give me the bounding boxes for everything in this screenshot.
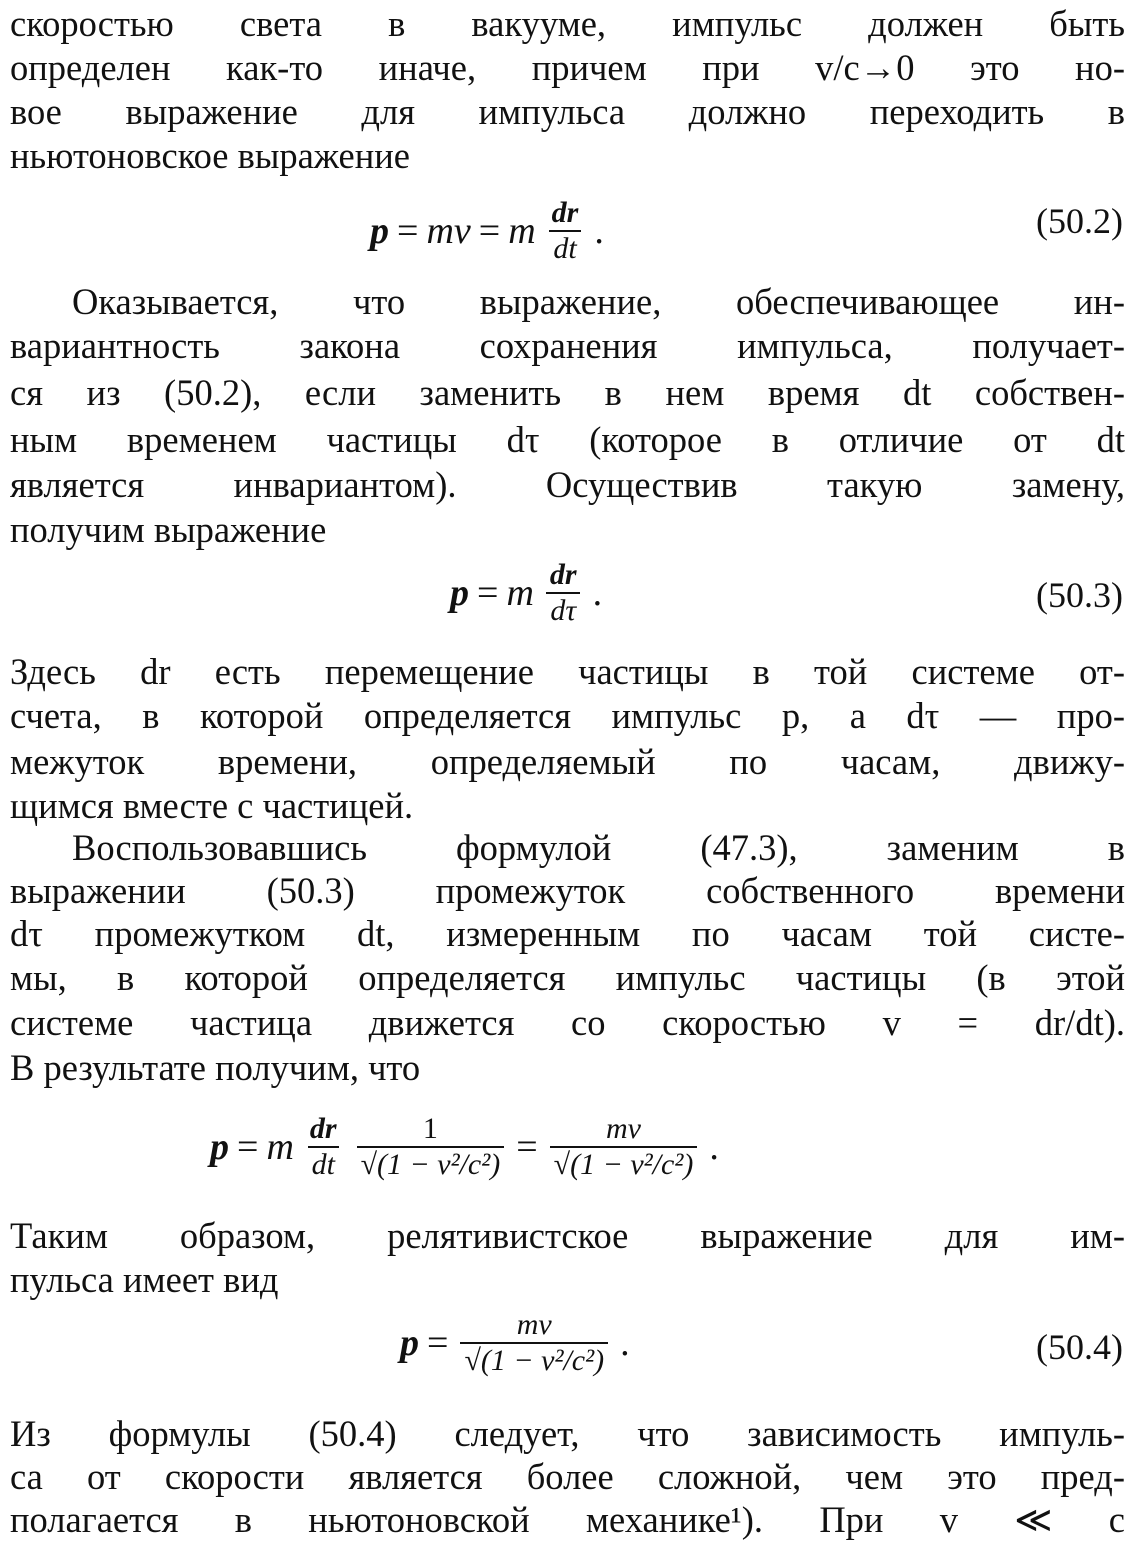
text-line-24: са от скорости является более сложной, чем это пред- — [10, 1456, 1125, 1497]
eq3-period: . — [709, 1126, 719, 1168]
eq1-m: m — [508, 210, 536, 252]
eq4-fraction — [460, 1308, 608, 1378]
eq2-lhs: p — [450, 572, 469, 614]
eq3-equals-2: = — [516, 1126, 538, 1168]
eq3-fraction-2 — [357, 1112, 505, 1182]
eq3-numerator-3: mv — [606, 1112, 641, 1145]
text-line-14: щимся вместе с частицей. — [10, 785, 414, 826]
text-line-10: получим выражение — [10, 509, 327, 550]
eq1-equals: = — [397, 210, 419, 252]
equation-50-3 — [0, 552, 1135, 632]
eq3-denominator-2: √(1 − v²/c²) — [357, 1146, 505, 1182]
text-line-13: межуток времени, определяемый по часам, движу- — [10, 741, 1125, 782]
eq1-lhs: p — [370, 210, 389, 252]
equation-momentum-derivation — [0, 1104, 1135, 1200]
text-line-17: dτ промежутком dt, измеренным по часам той систе- — [10, 913, 1125, 954]
eq2-denominator: dτ — [546, 592, 580, 628]
text-line-19: системе частица движется со скоростью v = dr/dt). — [10, 1002, 1125, 1043]
eq4-lhs: p — [400, 1322, 419, 1364]
eq4-numerator: mv — [516, 1308, 552, 1341]
text-line-1: скоростью света в вакууме, импульс должен быть — [10, 3, 1125, 44]
eq4-denominator: √(1 − v²/c²) — [460, 1342, 608, 1378]
text-line-3: вое выражение для импульса должно переходить в — [10, 91, 1125, 132]
text-line-25: полагается в ньютоновской механике¹). При v ≪ c — [10, 1499, 1125, 1540]
text-line-20: В результате получим, что — [10, 1047, 421, 1088]
text-line-23: Из формулы (50.4) следует, что зависимость импуль- — [10, 1413, 1125, 1454]
text-line-5: Оказывается, что выражение, обеспечивающее ин- — [72, 281, 1125, 322]
eq3-fraction-3 — [550, 1112, 698, 1182]
eq4-equals: = — [427, 1322, 449, 1364]
text-line-11: Здесь dr есть перемещение частицы в той системе от- — [10, 651, 1125, 692]
text-line-2: определен как-то иначе, причем при v/c→0 это но- — [10, 47, 1125, 88]
text-line-18: мы, в которой определяется импульс частицы (в этой — [10, 957, 1125, 998]
eq2-period: . — [592, 572, 603, 614]
equation-50-2 — [0, 188, 1135, 265]
eq2-m: m — [506, 572, 534, 614]
eq1-numerator: dr — [551, 196, 579, 229]
text-line-21: Таким образом, релятивистское выражение для им- — [10, 1215, 1125, 1256]
text-line-4: ньютоновское выражение — [10, 135, 411, 176]
text-line-6: вариантность закона сохранения импульса, получает- — [10, 325, 1125, 366]
eq3-denominator-3: √(1 − v²/c²) — [550, 1146, 698, 1182]
eq3-numerator-2: 1 — [422, 1112, 438, 1145]
equation-number-50-4: (50.4) — [1036, 1327, 1123, 1367]
eq1-period: . — [594, 210, 604, 252]
eq3-lhs: p — [210, 1126, 229, 1168]
eq1-equals-2: = — [478, 210, 501, 252]
text-line-7: ся из (50.2), если заменить в нем время dt собствен- — [10, 372, 1125, 413]
equation-number-50-2: (50.2) — [1036, 201, 1123, 241]
eq3-numerator-1: dr — [309, 1112, 337, 1145]
eq3-fraction-1 — [306, 1112, 341, 1182]
equation-50-4 — [0, 1302, 1135, 1394]
eq4-period: . — [620, 1322, 630, 1364]
text-line-12: счета, в которой определяется импульс p, а dτ — про- — [10, 695, 1125, 736]
text-line-9: является инвариантом). Осуществив такую замену, — [10, 464, 1125, 505]
text-line-8: ным временем частицы dτ (которое в отличие от dt — [10, 419, 1125, 460]
text-line-16: выражении (50.3) промежуток собственного времени — [10, 870, 1125, 911]
equation-number-50-3: (50.3) — [1036, 575, 1123, 615]
eq3-denominator-1: dt — [308, 1146, 339, 1182]
eq1-mid: mv — [426, 210, 471, 252]
eq2-equals: = — [477, 572, 499, 614]
eq3-equals: = — [237, 1126, 259, 1168]
eq1-denominator: dt — [549, 230, 580, 266]
eq2-numerator: dr — [549, 558, 577, 591]
text-line-15: Воспользовавшись формулой (47.3), заменим в — [72, 827, 1125, 868]
eq2-fraction — [546, 558, 581, 628]
text-line-22: пульса имеет вид — [10, 1259, 279, 1300]
eq1-fraction — [548, 196, 583, 266]
eq3-m: m — [266, 1126, 294, 1168]
